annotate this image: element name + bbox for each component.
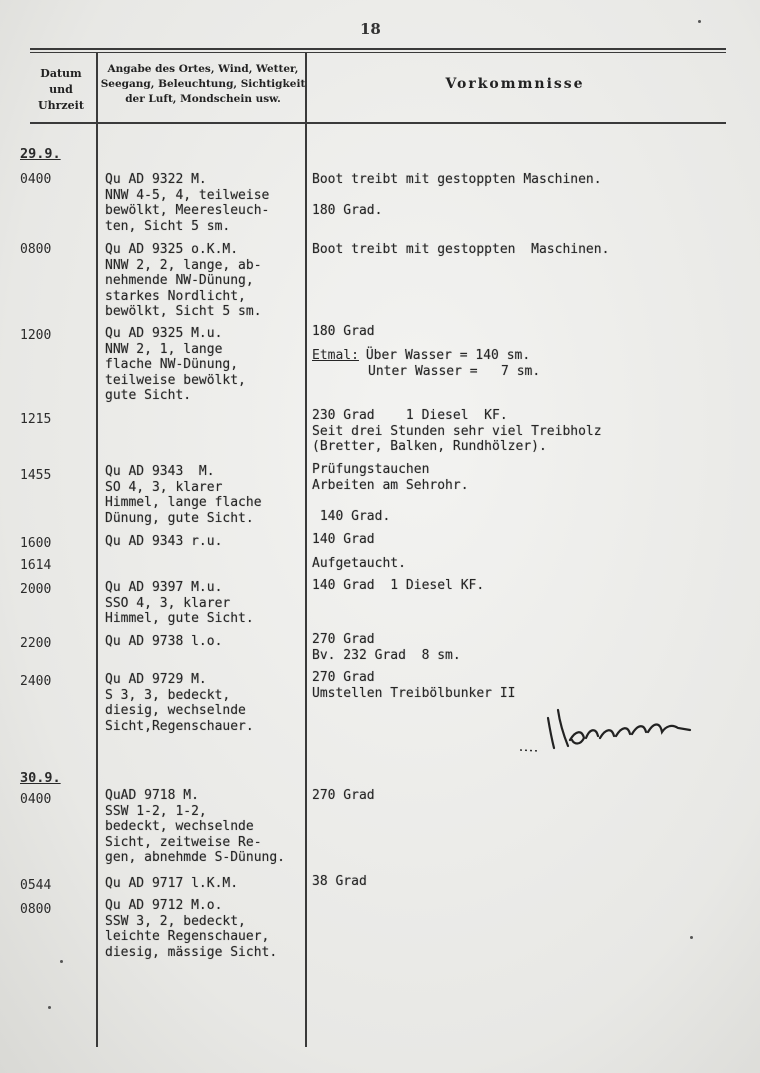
- entry-time: 0400: [20, 172, 52, 187]
- signature-image: [520, 700, 700, 760]
- header-top-rule-2: [30, 52, 726, 53]
- header-bottom-rule: [30, 122, 726, 124]
- entry-location-weather: Qu AD 9717 l.K.M.: [105, 876, 239, 891]
- entry-location-weather: Qu AD 9343 r.u.: [105, 534, 223, 549]
- scan-speck: [60, 960, 63, 963]
- date-label: 29.9.: [20, 146, 61, 162]
- entry-event: 140 Grad: [312, 532, 375, 547]
- page-number: 18: [360, 20, 381, 38]
- entry-event: Aufgetaucht.: [312, 556, 406, 571]
- scan-speck: [690, 936, 693, 939]
- date-label: 30.9.: [20, 770, 61, 786]
- entry-event: 180 Grad: [312, 324, 375, 339]
- entry-event: 270 Grad Bv. 232 Grad 8 sm.: [312, 632, 461, 663]
- etmal-label: Etmal:: [312, 348, 359, 363]
- entry-event: Boot treibt mit gestoppten Maschinen.: [312, 242, 610, 257]
- entry-location-weather: Qu AD 9322 M. NNW 4-5, 4, teilweise bewölkt, Meeresleuch- ten, Sicht 5 sm.: [105, 172, 270, 234]
- entry-event: 140 Grad 1 Diesel KF.: [312, 578, 485, 593]
- entry-time: 0400: [20, 792, 52, 807]
- header-vorkommnisse: Vorkommnisse: [445, 76, 585, 92]
- entry-time: 0800: [20, 242, 52, 257]
- entry-location-weather: Qu AD 9397 M.u. SSO 4, 3, klarer Himmel, gute Sicht.: [105, 580, 254, 626]
- entry-location-weather: Qu AD 9738 l.o.: [105, 634, 223, 649]
- header-datum-uhrzeit: Datum und Uhrzeit: [38, 67, 84, 112]
- entry-location-weather: QuAD 9718 M. SSW 1-2, 1-2, bedeckt, wechselnde Sicht, zeitweise Re- gen, abnehmde S-Dünung.: [105, 788, 286, 865]
- entry-time: 0800: [20, 902, 52, 917]
- entry-event: Prüfungstauchen Arbeiten am Sehrohr. 140 Grad.: [312, 462, 469, 524]
- etmal-line-2: Unter Wasser = 7 sm.: [368, 364, 541, 379]
- entry-location-weather: Qu AD 9343 M. SO 4, 3, klarer Himmel, lange flache Dünung, gute Sicht.: [105, 464, 262, 526]
- entry-event: 230 Grad 1 Diesel KF. Seit drei Stunden sehr viel Treibholz (Bretter, Balken, Rundhölzer).: [312, 408, 602, 454]
- column-divider-1: [96, 52, 98, 1047]
- header-angabe-des-ortes: Angabe des Ortes, Wind, Wetter, Seegang, Beleuchtung, Sichtigkeit der Luft, Mondschein usw.: [100, 63, 306, 105]
- etmal-line-1: Über Wasser = 140 sm.: [358, 348, 531, 363]
- entry-time: 1200: [20, 328, 52, 343]
- entry-time: 2400: [20, 674, 52, 689]
- entry-time: 1614: [20, 558, 52, 573]
- scan-speck: [698, 20, 701, 23]
- entry-time: 1600: [20, 536, 52, 551]
- entry-time: 2000: [20, 582, 52, 597]
- entry-event: Boot treibt mit gestoppten Maschinen. 180 Grad.: [312, 172, 602, 218]
- entry-event: 270 Grad Umstellen Treibölbunker II: [312, 670, 516, 701]
- header-top-rule: [30, 48, 726, 50]
- entry-time: 0544: [20, 878, 52, 893]
- entry-time: 1215: [20, 412, 52, 427]
- entry-location-weather: Qu AD 9712 M.o. SSW 3, 2, bedeckt, leichte Regenschauer, diesig, mässige Sicht.: [105, 898, 278, 960]
- entry-time: 1455: [20, 468, 52, 483]
- entry-location-weather: Qu AD 9325 M.u. NNW 2, 1, lange flache NW-Dünung, teilweise bewölkt, gute Sicht.: [105, 326, 246, 403]
- scan-speck: [48, 1006, 51, 1009]
- entry-event: 270 Grad: [312, 788, 375, 803]
- entry-event: 38 Grad: [312, 874, 367, 889]
- entry-time: 2200: [20, 636, 52, 651]
- entry-location-weather: Qu AD 9729 M. S 3, 3, bedeckt, diesig, wechselnde Sicht,Regenschauer.: [105, 672, 254, 734]
- entry-location-weather: Qu AD 9325 o.K.M. NNW 2, 2, lange, ab- nehmende NW-Dünung, starkes Nordlicht, bewölkt, Sicht 5 sm.: [105, 242, 262, 319]
